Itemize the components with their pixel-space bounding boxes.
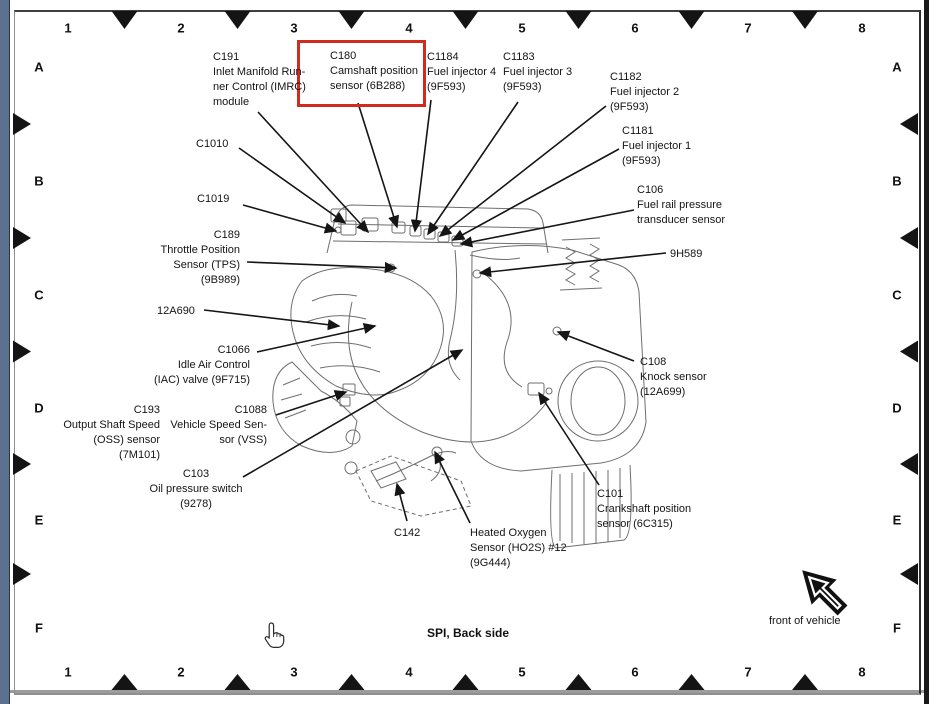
callout-line: (9G444) [470, 557, 511, 569]
callout-line: C1184 [427, 51, 459, 63]
callout-line: C180 [330, 50, 357, 62]
callout-line: ner Control (IMRC) [213, 81, 306, 93]
grid-column-number: 4 [405, 664, 413, 680]
grid-row-letter: B [892, 173, 902, 189]
callout-line: (9278) [180, 498, 212, 510]
callout-line: C1181 [622, 125, 654, 137]
callout-C142 [394, 526, 420, 541]
callout-line: (9F593) [427, 81, 466, 93]
front-of-vehicle-label: front of vehicle [769, 615, 841, 627]
grid-column-number: 3 [290, 20, 298, 36]
grid-column-number: 8 [858, 20, 866, 36]
callout-12A690 [157, 304, 195, 319]
grid-row-letter: A [34, 59, 44, 75]
callout-line: Throttle Position [160, 244, 240, 256]
callout-line: C189 [213, 229, 240, 241]
grid-row-letter: C [34, 287, 44, 303]
callout-C103 [150, 467, 243, 512]
callout-C1010 [196, 137, 228, 152]
callout-line: C191 [213, 51, 240, 63]
callout-line: Fuel injector 1 [622, 140, 692, 152]
callout-HO2S [470, 526, 567, 571]
grid-column-number: 4 [405, 20, 413, 36]
callout-line: Camshaft position [330, 65, 419, 77]
callout-line: (9F593) [503, 81, 542, 93]
callout-line: Sensor (TPS) [173, 259, 240, 271]
callout-C189 [161, 228, 240, 288]
grid-column-number: 2 [177, 20, 185, 36]
grid-column-number: 7 [744, 664, 752, 680]
callout-C1066 [154, 343, 250, 388]
callout-line: (9B989) [200, 274, 240, 286]
grid-row-letter: F [893, 620, 901, 636]
callout-line: C1183 [503, 51, 535, 63]
callout-C1184 [427, 50, 496, 95]
callout-line: C193 [133, 404, 160, 416]
callout-C180 [330, 49, 418, 94]
grid-row-letter: C [892, 287, 902, 303]
callout-line: C103 [182, 468, 210, 480]
callout-line: C1066 [217, 344, 250, 356]
callout-line: Heated Oxygen [470, 527, 547, 539]
callout-line: Fuel rail pressure [637, 199, 722, 211]
callout-C1183 [503, 50, 572, 95]
grid-column-number: 6 [631, 664, 639, 680]
grid-column-number: 1 [64, 20, 72, 36]
callout-line: Sensor (HO2S) #12 [470, 542, 567, 554]
callout-line: Oil pressure switch [149, 483, 243, 495]
callout-line: C1019 [197, 193, 230, 205]
grid-row-letter: A [892, 59, 902, 75]
callout-C101 [597, 487, 691, 532]
callout-9H589 [670, 247, 702, 262]
callout-line: (12A699) [640, 386, 686, 398]
callout-line: Knock sensor [640, 371, 707, 383]
callout-line: Output Shaft Speed [63, 419, 160, 431]
callout-line: (OSS) sensor [93, 434, 160, 446]
grid-row-letter: F [35, 620, 43, 636]
callout-line: Inlet Manifold Run- [213, 66, 306, 78]
grid-column-number: 6 [631, 20, 639, 36]
callout-line: Fuel injector 3 [503, 66, 573, 78]
grid-column-number: 5 [518, 664, 526, 680]
callout-line: C142 [394, 527, 421, 539]
grid-row-letter: B [34, 173, 44, 189]
grid-row-letter: D [892, 400, 902, 416]
callout-line: C1182 [610, 71, 642, 83]
callout-line: C106 [637, 184, 664, 196]
callout-line: (7M101) [119, 449, 160, 461]
callout-line: sensor (6B288) [330, 80, 406, 92]
callout-line: C1088 [234, 404, 267, 416]
grid-row-letter: E [892, 512, 902, 528]
callout-line: sor (VSS) [219, 434, 267, 446]
callout-line: C101 [597, 488, 624, 500]
diagram-caption: SPI, Back side [427, 626, 510, 640]
callout-line: 12A690 [157, 305, 195, 317]
grid-column-number: 5 [518, 20, 526, 36]
callout-line: C1010 [196, 138, 229, 150]
grid-column-number: 2 [177, 664, 185, 680]
callout-line: module [213, 96, 250, 108]
callout-line: Fuel injector 2 [610, 86, 680, 98]
grid-column-number: 3 [290, 664, 298, 680]
callout-line: (IAC) valve (9F715) [154, 374, 250, 386]
callout-line: Fuel injector 4 [427, 66, 497, 78]
grid-column-number: 8 [858, 664, 866, 680]
callout-line: C108 [640, 356, 667, 368]
callout-C1181 [622, 124, 691, 169]
callout-line: 9H589 [670, 248, 703, 260]
callout-C191 [213, 50, 306, 110]
callout-line: Idle Air Control [177, 359, 250, 371]
callout-C193 [63, 403, 160, 463]
callout-line: Crankshaft position [597, 503, 692, 515]
callout-C1182 [610, 70, 679, 115]
callout-line: sensor (6C315) [597, 518, 673, 530]
callout-C1088 [170, 403, 267, 448]
callout-line: transducer sensor [637, 214, 726, 226]
grid-column-number: 1 [64, 664, 72, 680]
callout-line: (9F593) [622, 155, 661, 167]
callout-C106 [637, 183, 725, 228]
grid-column-number: 7 [744, 20, 752, 36]
callout-C108 [640, 355, 707, 400]
callout-line: (9F593) [610, 101, 649, 113]
grid-row-letter: D [34, 400, 44, 416]
callout-line: Vehicle Speed Sen- [170, 419, 267, 431]
callout-C1019 [197, 192, 229, 207]
grid-row-letter: E [34, 512, 44, 528]
